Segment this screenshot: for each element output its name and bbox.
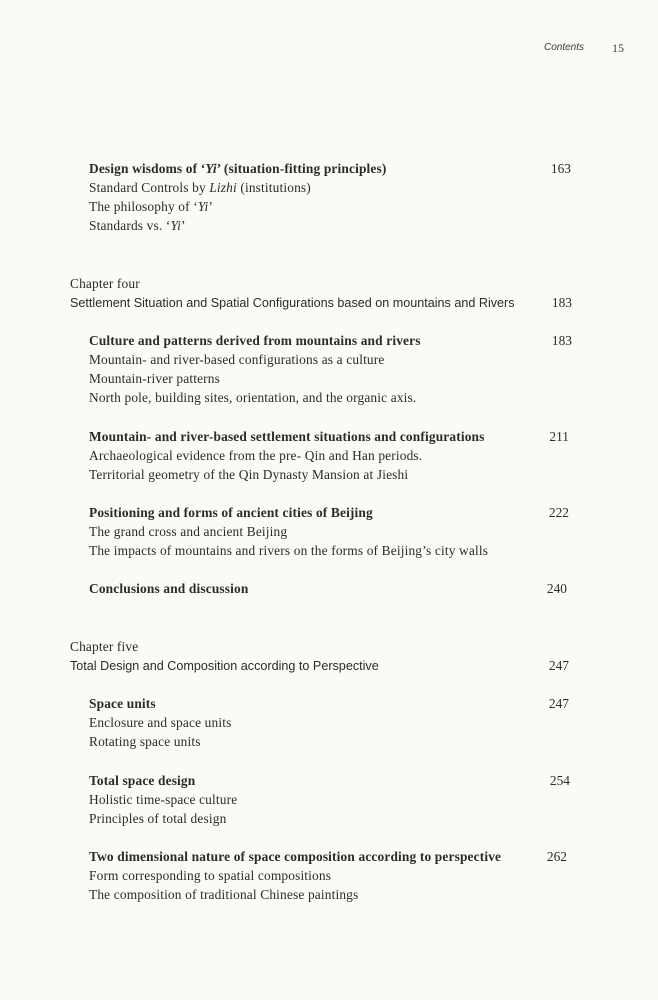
toc-page-number: 183 [551, 333, 572, 348]
text-run: Chapter five [70, 639, 139, 654]
toc-subsection [89, 715, 231, 731]
toc-page-number: 222 [548, 505, 569, 520]
text-run: ’ [208, 199, 213, 214]
text-run: Space units [89, 696, 156, 711]
toc-page-number: 240 [546, 581, 567, 596]
italic-term: Yi [170, 218, 181, 233]
text-run: The grand cross and ancient Beijing [89, 524, 288, 539]
chapter-title-five [70, 659, 379, 673]
toc-subsection [89, 792, 237, 808]
toc-subsection [89, 543, 488, 559]
toc-section-culture-patterns [89, 333, 421, 349]
italic-term: Yi [197, 199, 209, 214]
toc-subsection [89, 352, 384, 368]
text-run: Total Design and Composition according to Perspective [70, 659, 379, 673]
chapter-title-four [70, 296, 515, 310]
toc-section-conclusions [89, 581, 248, 597]
text-run: Form corresponding to spatial compositions [89, 868, 332, 883]
text-run: Design wisdoms of ‘ [89, 161, 206, 176]
text-run: Principles of total design [89, 811, 227, 826]
text-run: Standard Controls by [89, 180, 210, 195]
toc-section-space-units [89, 696, 156, 712]
text-run: Total space design [89, 773, 196, 788]
text-run: North pole, building sites, orientation, and the organic axis. [89, 390, 417, 405]
text-run: The composition of traditional Chinese paintings [89, 887, 359, 902]
text-run: Two dimensional nature of space composition according to perspective [89, 849, 502, 864]
toc-section-design-wisdoms-yi [89, 161, 386, 177]
text-run: Chapter four [70, 276, 140, 291]
text-run: Culture and patterns derived from mountains and rivers [89, 333, 421, 348]
text-run: Archaeological evidence from the pre- Qin and Han periods. [89, 448, 423, 463]
toc-page-number: 163 [550, 161, 571, 176]
toc-subsection [89, 371, 220, 387]
toc-subsection [89, 734, 201, 750]
toc-subsection [89, 390, 416, 406]
toc-subsection [89, 887, 358, 903]
italic-term: Yi [205, 161, 217, 176]
chapter-label-five [70, 639, 138, 655]
toc-section-total-space-design [89, 773, 195, 789]
running-header-page-number: 15 [612, 41, 624, 55]
toc-subsection [89, 199, 213, 215]
toc-subsection [89, 868, 331, 884]
text-run: Mountain-river patterns [89, 371, 220, 386]
text-run: Conclusions and discussion [89, 581, 249, 596]
text-run: Territorial geometry of the Qin Dynasty Mansion at Jieshi [89, 467, 409, 482]
text-run: Settlement Situation and Spatial Configurations based on mountains and Rivers [70, 296, 515, 310]
toc-subsection [89, 524, 287, 540]
toc-page-number: 211 [549, 429, 569, 444]
toc-subsection [89, 467, 408, 483]
text-run: ’ [180, 218, 186, 233]
text-run: Holistic time-space culture [89, 792, 238, 807]
chapter-label-four [70, 276, 140, 292]
toc-page-number: 247 [548, 696, 569, 711]
toc-subsection [89, 180, 311, 196]
toc-section-beijing-positioning [89, 505, 373, 521]
toc-section-settlement-situations [89, 429, 485, 445]
text-run: Mountain- and river-based settlement situations and configurations [89, 429, 485, 444]
toc-page-number: 183 [551, 295, 572, 310]
text-run: Standards vs. ‘ [89, 218, 171, 233]
text-run: Mountain- and river-based configurations as a culture [89, 352, 385, 367]
toc-subsection [89, 811, 226, 827]
toc-subsection [89, 218, 186, 234]
toc-page-number: 247 [548, 658, 569, 673]
text-run: ’ (situation-fitting principles) [216, 161, 387, 176]
text-run: Enclosure and space units [89, 715, 232, 730]
toc-subsection [89, 448, 422, 464]
text-run: The philosophy of ‘ [89, 199, 198, 214]
running-header-label: Contents [544, 42, 585, 53]
text-run: Rotating space units [89, 734, 201, 749]
toc-page-number: 262 [546, 849, 567, 864]
italic-term: Lizhi [209, 180, 237, 195]
toc-section-two-dimensional [89, 849, 501, 865]
text-run: Positioning and forms of ancient cities of Beijing [89, 505, 373, 520]
text-run: The impacts of mountains and rivers on the forms of Beijing’s city walls [89, 543, 489, 558]
toc-page-number: 254 [549, 773, 570, 788]
text-run: (institutions) [236, 180, 311, 195]
